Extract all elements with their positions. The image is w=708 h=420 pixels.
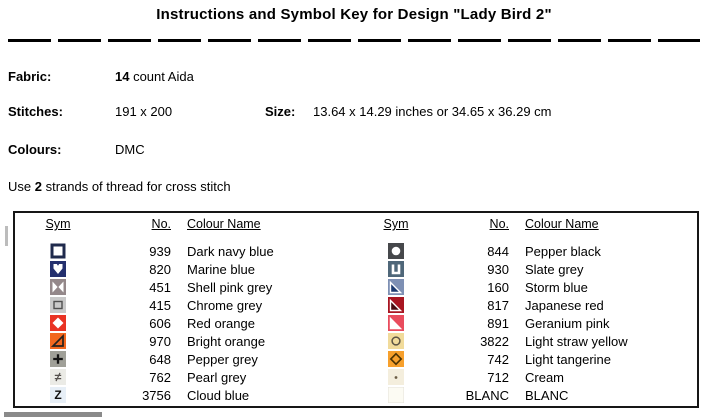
- symbol-cell: [50, 261, 66, 277]
- symbol-cell: [50, 369, 66, 385]
- key-row: [353, 296, 696, 314]
- thread-number: 820: [149, 261, 171, 277]
- symbol-plus-icon: [50, 351, 66, 367]
- symbol-cell: [388, 351, 404, 367]
- fabric-count: 14: [115, 69, 130, 84]
- key-row: [353, 386, 696, 404]
- page-title: Instructions and Symbol Key for Design "Lady Bird 2": [156, 6, 552, 23]
- symbol-cell: [50, 315, 66, 331]
- strands-count: 2: [34, 179, 42, 194]
- symbol-cell: [388, 279, 404, 295]
- thread-number: 817: [487, 297, 509, 313]
- thread-number: 415: [149, 297, 171, 313]
- header-colour: Colour Name: [525, 217, 599, 231]
- symbol-cell: [50, 297, 66, 313]
- thread-number: 970: [149, 333, 171, 349]
- svg-text:Z: Z: [54, 388, 62, 402]
- symbol-letter-z-icon: [50, 387, 66, 403]
- key-row: [15, 260, 355, 278]
- symbol-key-table: [13, 211, 699, 408]
- strands-suffix: strands of thread for cross stitch: [41, 179, 231, 194]
- key-column-right: [353, 213, 696, 406]
- thread-number: 712: [487, 369, 509, 385]
- symbol-triangle-bl-icon: [388, 279, 404, 295]
- symbol-cell: [50, 333, 66, 349]
- header-sym: Sym: [45, 217, 71, 231]
- colour-name: Cloud blue: [187, 387, 250, 403]
- colour-name: Cream: [525, 369, 565, 385]
- colour-name: Red orange: [187, 315, 255, 331]
- thread-number: 3822: [480, 333, 509, 349]
- symbol-bowtie-icon: [50, 279, 66, 295]
- key-row: [353, 260, 696, 278]
- key-row: [353, 314, 696, 332]
- symbol-triangle-bl-icon: [388, 297, 404, 313]
- key-row: [15, 350, 355, 368]
- key-row: [15, 386, 355, 404]
- key-header-row: [15, 215, 355, 233]
- colour-name: Geranium pink: [525, 315, 610, 331]
- symbol-triangle-outline-icon: [50, 333, 66, 349]
- header-sym: Sym: [383, 217, 409, 231]
- colours-label: Colours:: [8, 142, 62, 157]
- strands-note: [8, 179, 231, 194]
- header-colour: Colour Name: [187, 217, 261, 231]
- key-row: [15, 314, 355, 332]
- colour-name: Pearl grey: [187, 369, 247, 385]
- key-header-row: [353, 215, 696, 233]
- key-row: [15, 332, 355, 350]
- colour-name: Dark navy blue: [187, 243, 274, 259]
- colours-value: DMC: [115, 142, 145, 157]
- symbol-cell: [388, 243, 404, 259]
- symbol-cell: [388, 333, 404, 349]
- symbol-cell: [388, 387, 404, 403]
- thread-number: 930: [487, 261, 509, 277]
- symbol-circle-outline-icon: [388, 333, 404, 349]
- symbol-border-square-icon: [50, 243, 66, 259]
- key-row: [353, 368, 696, 386]
- symbol-cell: [50, 279, 66, 295]
- colour-name: Japanese red: [525, 297, 604, 313]
- key-row: [353, 332, 696, 350]
- symbol-diamond-outline-icon: [388, 351, 404, 367]
- key-row: [353, 242, 696, 260]
- fabric-label: Fabric:: [8, 69, 52, 84]
- key-row: [353, 350, 696, 368]
- size-value: 13.64 x 14.29 inches or 34.65 x 36.29 cm: [313, 104, 552, 119]
- thread-number: 3756: [142, 387, 171, 403]
- key-row: [15, 368, 355, 386]
- key-row: [353, 278, 696, 296]
- size-label: Size:: [265, 104, 296, 119]
- thread-number: 891: [487, 315, 509, 331]
- stitches-value: 191 x 200: [115, 104, 173, 119]
- colour-name: Pepper black: [525, 243, 601, 259]
- key-row: [15, 296, 355, 314]
- thread-number: 451: [149, 279, 171, 295]
- colour-name: BLANC: [525, 387, 569, 403]
- strands-prefix: Use: [8, 179, 35, 194]
- colour-name: Storm blue: [525, 279, 588, 295]
- symbol-inner-rect-icon: [50, 297, 66, 313]
- colour-name: Bright orange: [187, 333, 266, 349]
- thread-number: BLANC: [465, 387, 509, 403]
- colour-name: Slate grey: [525, 261, 584, 277]
- fabric-rest: count Aida: [129, 69, 194, 84]
- thread-number: 939: [149, 243, 171, 259]
- colour-name: Marine blue: [187, 261, 255, 277]
- symbol-cell: [388, 315, 404, 331]
- header-no: No.: [151, 217, 171, 231]
- colour-name: Pepper grey: [187, 351, 258, 367]
- key-column-left: [15, 213, 355, 406]
- thread-number: 160: [487, 279, 509, 295]
- symbol-cell: [50, 387, 66, 403]
- thread-number: 762: [149, 369, 171, 385]
- colour-name: Light straw yellow: [525, 333, 628, 349]
- key-row: [15, 242, 355, 260]
- symbol-dot-icon: [388, 369, 404, 385]
- grey-bar-fragment-bottom: [4, 412, 102, 417]
- symbol-circle-fill-icon: [388, 243, 404, 259]
- thread-number: 844: [487, 243, 509, 259]
- symbol-cell: [388, 261, 404, 277]
- symbol-shield-down-icon: [50, 261, 66, 277]
- symbol-neq-icon: [50, 369, 66, 385]
- header-no: No.: [489, 217, 509, 231]
- fabric-value: [115, 69, 194, 84]
- colour-name: Chrome grey: [187, 297, 263, 313]
- colour-name: Light tangerine: [525, 351, 612, 367]
- symbol-cell: [388, 297, 404, 313]
- symbol-cell: [50, 243, 66, 259]
- colour-name: Shell pink grey: [187, 279, 273, 295]
- thread-number: 742: [487, 351, 509, 367]
- symbol-triangle-bl-icon: [388, 315, 404, 331]
- dashed-divider: [8, 39, 700, 42]
- symbol-blank-icon: [388, 387, 404, 403]
- thread-number: 606: [149, 315, 171, 331]
- key-rows: [15, 242, 355, 404]
- symbol-diamond-fill-icon: [50, 315, 66, 331]
- symbol-cell: [50, 351, 66, 367]
- symbol-letter-u-icon: [388, 261, 404, 277]
- stitches-label: Stitches:: [8, 104, 63, 119]
- key-row: [15, 278, 355, 296]
- key-rows: [353, 242, 696, 404]
- grey-bar-fragment-left: [5, 226, 8, 246]
- symbol-cell: [388, 369, 404, 385]
- thread-number: 648: [149, 351, 171, 367]
